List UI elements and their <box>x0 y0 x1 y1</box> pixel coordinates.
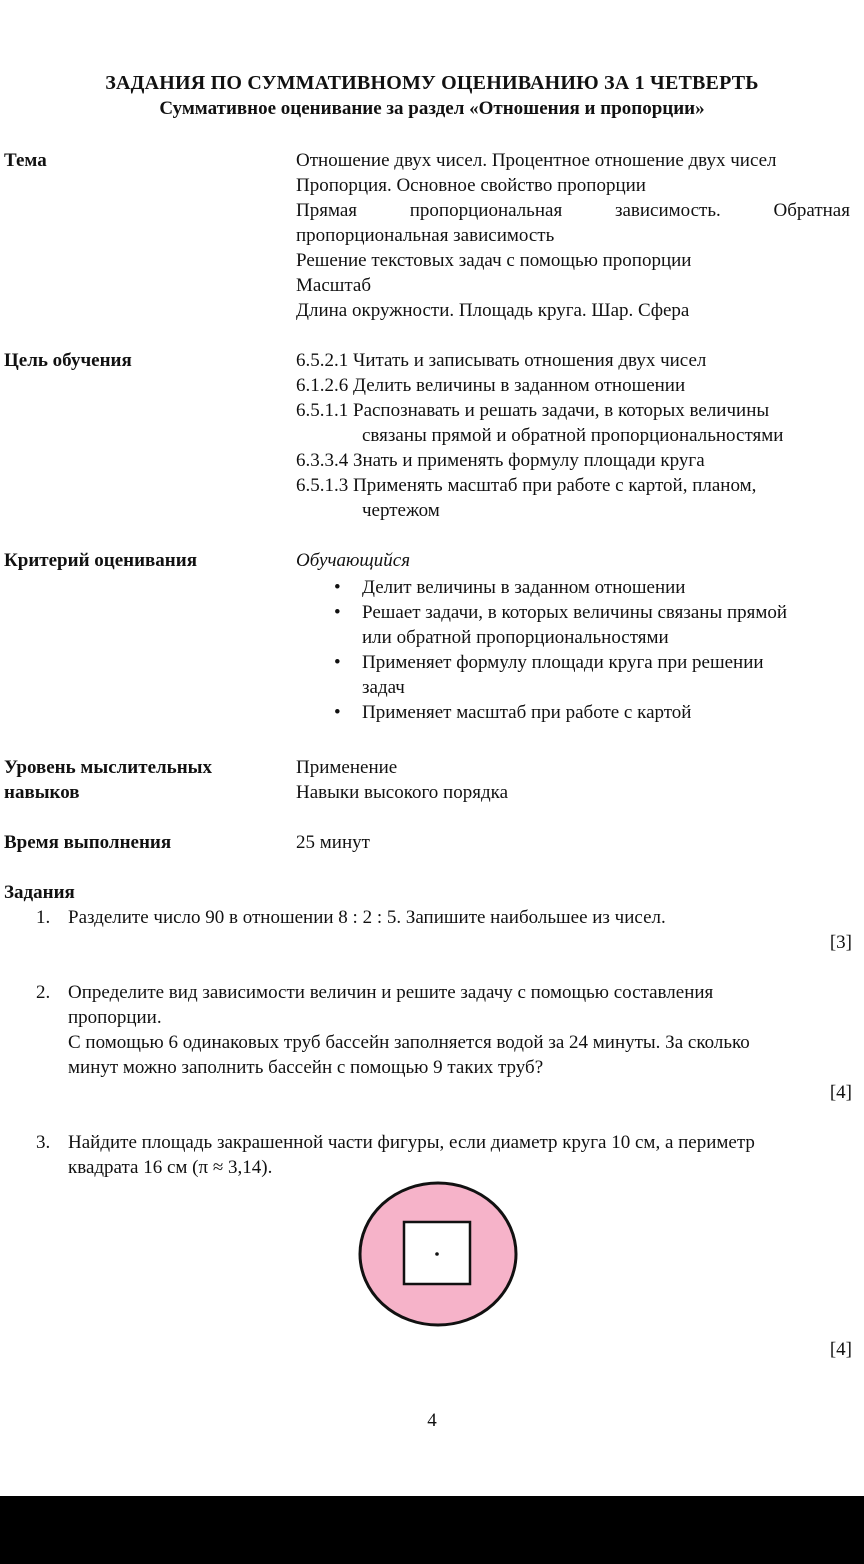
page-number: 4 <box>427 1410 437 1431</box>
task-2-score: [4] <box>829 1082 852 1103</box>
bullet-icon: • <box>334 702 341 723</box>
criteria-bullet: • Делит величины в заданном отношении <box>334 577 686 598</box>
bullet-icon: • <box>334 652 341 673</box>
criteria-lead: Обучающийся <box>296 550 411 571</box>
level-value: Применение <box>296 757 398 778</box>
task-1-score: [3] <box>829 932 852 953</box>
topic-line-1: Отношение двух чисел. Процентное отношение двух чисел <box>296 150 777 171</box>
bullet-icon: • <box>334 577 341 598</box>
task-number: 3. <box>36 1132 51 1153</box>
goal-item-continuation: чертежом <box>362 500 440 521</box>
criteria-bullet-continuation: или обратной пропорциональностями <box>362 627 669 648</box>
task-text: Определите вид зависимости величин и решите задачу с помощью составления <box>68 982 714 1003</box>
task-text: С помощью 6 одинаковых труб бассейн заполняется водой за 24 минуты. За сколько <box>68 1032 750 1053</box>
task-number: 1. <box>36 907 51 928</box>
task-text: пропорции. <box>68 1007 162 1028</box>
goal-item: 6.3.3.4 Знать и применять формулу площади круга <box>296 450 705 471</box>
topic-word: Прямая <box>296 200 358 221</box>
task-3-score: [4] <box>829 1339 852 1360</box>
bullet-icon: • <box>334 602 341 623</box>
topic-line-6: Масштаб <box>296 275 372 296</box>
level-label-continuation: навыков <box>4 782 80 803</box>
criteria-bullet: • Решает задачи, в которых величины связаны прямой <box>334 602 788 623</box>
task-text: квадрата 16 см (π ≈ 3,14). <box>68 1157 273 1178</box>
document-subtitle: Суммативное оценивание за раздел «Отношения и пропорции» <box>159 98 705 119</box>
document-title: ЗАДАНИЯ ПО СУММАТИВНОМУ ОЦЕНИВАНИЮ ЗА 1 ЧЕТВЕРТЬ <box>105 72 759 94</box>
criteria-label: Критерий оценивания <box>4 550 197 571</box>
center-point <box>435 1252 439 1256</box>
topic-word: зависимость. <box>614 200 721 221</box>
topic-line-2: Пропорция. Основное свойство пропорции <box>296 175 646 196</box>
topic-label: Тема <box>4 150 47 171</box>
task-text: минут можно заполнить бассейн с помощью 9 таких труб? <box>68 1057 544 1078</box>
goal-item: 6.5.1.3 Применять масштаб при работе с картой, планом, <box>296 475 757 496</box>
task-number: 2. <box>36 982 51 1003</box>
criteria-bullet-continuation: задач <box>362 677 405 698</box>
topic-line-5: Решение текстовых задач с помощью пропорции <box>296 250 692 271</box>
topic-word: Обратная <box>773 200 850 221</box>
level-label: Уровень мыслительных <box>4 757 212 778</box>
goal-item: 6.1.2.6 Делить величины в заданном отношении <box>296 375 686 396</box>
criteria-bullet: • Применяет масштаб при работе с картой <box>334 702 692 723</box>
topic-word: пропорциональная <box>409 200 563 221</box>
bottom-black-bar <box>0 1496 864 1564</box>
topic-line-4: пропорциональная зависимость <box>296 225 555 246</box>
task-1 <box>36 905 854 930</box>
level-value: Навыки высокого порядка <box>296 782 508 803</box>
goal-item-continuation: связаны прямой и обратной пропорциональностями <box>362 425 784 446</box>
task-text: Разделите число 90 в отношении 8 : 2 : 5. Запишите наибольшее из чисел. <box>68 907 666 928</box>
topic-line-7: Длина окружности. Площадь круга. Шар. Сфера <box>296 300 690 321</box>
topic-line-3-justified <box>296 198 850 223</box>
goal-item: 6.5.2.1 Читать и записывать отношения двух чисел <box>296 350 707 371</box>
goal-item: 6.5.1.1 Распознавать и решать задачи, в которых величины <box>296 400 770 421</box>
task-text: Найдите площадь закрашенной части фигуры, если диаметр круга 10 см, а периметр <box>68 1132 755 1153</box>
tasks-heading: Задания <box>4 882 75 903</box>
criteria-list <box>296 575 854 725</box>
time-label: Время выполнения <box>4 832 172 853</box>
time-value: 25 минут <box>296 832 370 853</box>
goal-label: Цель обучения <box>4 350 132 371</box>
circle-square-figure <box>358 1180 520 1330</box>
criteria-bullet: • Применяет формулу площади круга при решении <box>334 652 764 673</box>
